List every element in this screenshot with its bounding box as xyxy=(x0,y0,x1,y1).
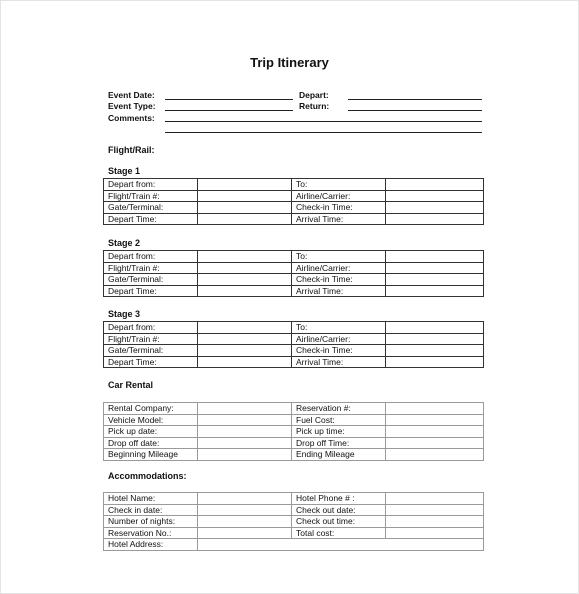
gate-terminal-input[interactable] xyxy=(198,274,292,286)
event-type-label: Event Type: xyxy=(108,101,156,111)
comments-label: Comments: xyxy=(108,113,155,123)
table-row xyxy=(104,426,484,438)
pick-up-time-input[interactable] xyxy=(386,426,484,438)
check-out-date-input[interactable] xyxy=(386,504,484,516)
page-title: Trip Itinerary xyxy=(250,55,329,70)
depart-field[interactable] xyxy=(348,99,482,100)
gate-terminal-input[interactable] xyxy=(198,345,292,357)
table-row xyxy=(104,179,484,191)
arrival-time-label: Arrival Time: xyxy=(292,356,386,368)
flight-train-label: Flight/Train #: xyxy=(104,333,198,345)
table-row xyxy=(104,251,484,263)
check-in-date-input[interactable] xyxy=(198,504,292,516)
arrival-time-label: Arrival Time: xyxy=(292,213,386,225)
drop-off-time-input[interactable] xyxy=(386,437,484,449)
car-rental-heading: Car Rental xyxy=(108,380,154,390)
beginning-mileage-label: Beginning Mileage xyxy=(104,449,198,461)
table-row xyxy=(104,539,484,551)
return-label: Return: xyxy=(299,101,330,111)
table-row xyxy=(104,403,484,415)
check-out-time-label: Check out time: xyxy=(292,516,386,528)
table-row xyxy=(104,493,484,505)
number-of-nights-label: Number of nights: xyxy=(104,516,198,528)
rental-company-label: Rental Company: xyxy=(104,403,198,415)
stage-1-label: Stage 1 xyxy=(108,166,141,176)
depart-from-label: Depart from: xyxy=(104,251,198,263)
check-in-time-input[interactable] xyxy=(386,345,484,357)
fuel-cost-input[interactable] xyxy=(386,414,484,426)
comments-field-line-1[interactable] xyxy=(165,121,482,122)
gate-terminal-label: Gate/Terminal: xyxy=(104,345,198,357)
flight-train-input[interactable] xyxy=(198,333,292,345)
check-in-time-label: Check-in Time: xyxy=(292,202,386,214)
check-in-time-label: Check-in Time: xyxy=(292,274,386,286)
depart-time-label: Depart Time: xyxy=(104,213,198,225)
comments-field-line-2[interactable] xyxy=(165,132,482,133)
accommodations-table xyxy=(103,492,484,551)
total-cost-input[interactable] xyxy=(386,527,484,539)
table-row xyxy=(104,345,484,357)
table-row xyxy=(104,190,484,202)
drop-off-date-label: Drop off date: xyxy=(104,437,198,449)
vehicle-model-label: Vehicle Model: xyxy=(104,414,198,426)
table-row xyxy=(104,333,484,345)
table-row xyxy=(104,274,484,286)
table-row xyxy=(104,437,484,449)
stage-1-table xyxy=(103,178,484,225)
table-row xyxy=(104,449,484,461)
table-row xyxy=(104,322,484,334)
table-row xyxy=(104,213,484,225)
flight-train-label: Flight/Train #: xyxy=(104,190,198,202)
arrival-time-input[interactable] xyxy=(386,213,484,225)
airline-carrier-input[interactable] xyxy=(386,262,484,274)
gate-terminal-label: Gate/Terminal: xyxy=(104,202,198,214)
car-rental-table xyxy=(103,402,484,461)
depart-time-input[interactable] xyxy=(198,285,292,297)
rental-company-input[interactable] xyxy=(198,403,292,415)
pick-up-date-label: Pick up date: xyxy=(104,426,198,438)
to-input[interactable] xyxy=(386,179,484,191)
to-label: To: xyxy=(292,179,386,191)
event-type-field[interactable] xyxy=(165,110,293,111)
event-date-label: Event Date: xyxy=(108,90,155,100)
arrival-time-label: Arrival Time: xyxy=(292,285,386,297)
airline-carrier-label: Airline/Carrier: xyxy=(292,333,386,345)
depart-from-input[interactable] xyxy=(198,251,292,263)
table-row xyxy=(104,504,484,516)
total-cost-label: Total cost: xyxy=(292,527,386,539)
reservation-number-label: Reservation #: xyxy=(292,403,386,415)
airline-carrier-label: Airline/Carrier: xyxy=(292,262,386,274)
airline-carrier-input[interactable] xyxy=(386,333,484,345)
ending-mileage-input[interactable] xyxy=(386,449,484,461)
table-row xyxy=(104,285,484,297)
table-row xyxy=(104,527,484,539)
flight-train-label: Flight/Train #: xyxy=(104,262,198,274)
flight-train-input[interactable] xyxy=(198,262,292,274)
check-in-time-input[interactable] xyxy=(386,202,484,214)
stage-3-table xyxy=(103,321,484,368)
hotel-phone-label: Hotel Phone # : xyxy=(292,493,386,505)
to-input[interactable] xyxy=(386,322,484,334)
table-row xyxy=(104,516,484,528)
accommodations-heading: Accommodations: xyxy=(108,471,187,481)
pick-up-date-input[interactable] xyxy=(198,426,292,438)
depart-from-input[interactable] xyxy=(198,322,292,334)
number-of-nights-input[interactable] xyxy=(198,516,292,528)
depart-from-label: Depart from: xyxy=(104,322,198,334)
hotel-name-label: Hotel Name: xyxy=(104,493,198,505)
return-field[interactable] xyxy=(348,110,482,111)
airline-carrier-label: Airline/Carrier: xyxy=(292,190,386,202)
check-in-time-input[interactable] xyxy=(386,274,484,286)
gate-terminal-input[interactable] xyxy=(198,202,292,214)
pick-up-time-label: Pick up time: xyxy=(292,426,386,438)
airline-carrier-input[interactable] xyxy=(386,190,484,202)
ending-mileage-label: Ending Mileage xyxy=(292,449,386,461)
depart-time-label: Depart Time: xyxy=(104,285,198,297)
reservation-number-input[interactable] xyxy=(386,403,484,415)
beginning-mileage-input[interactable] xyxy=(198,449,292,461)
stage-3-label: Stage 3 xyxy=(108,309,141,319)
depart-label: Depart: xyxy=(299,90,329,100)
hotel-phone-input[interactable] xyxy=(386,493,484,505)
depart-from-input[interactable] xyxy=(198,179,292,191)
reservation-no-input[interactable] xyxy=(198,527,292,539)
stage-2-label: Stage 2 xyxy=(108,238,141,248)
check-out-date-label: Check out date: xyxy=(292,504,386,516)
arrival-time-input[interactable] xyxy=(386,285,484,297)
reservation-no-label: Reservation No.: xyxy=(104,527,198,539)
to-input[interactable] xyxy=(386,251,484,263)
gate-terminal-label: Gate/Terminal: xyxy=(104,274,198,286)
check-out-time-input[interactable] xyxy=(386,516,484,528)
flight-train-input[interactable] xyxy=(198,190,292,202)
to-label: To: xyxy=(292,322,386,334)
flight-rail-heading: Flight/Rail: xyxy=(108,145,155,155)
table-row xyxy=(104,202,484,214)
vehicle-model-input[interactable] xyxy=(198,414,292,426)
depart-time-input[interactable] xyxy=(198,356,292,368)
check-in-date-label: Check in date: xyxy=(104,504,198,516)
depart-time-input[interactable] xyxy=(198,213,292,225)
fuel-cost-label: Fuel Cost: xyxy=(292,414,386,426)
table-row xyxy=(104,414,484,426)
event-date-field[interactable] xyxy=(165,99,293,100)
stage-2-table xyxy=(103,250,484,297)
check-in-time-label: Check-in Time: xyxy=(292,345,386,357)
table-row xyxy=(104,262,484,274)
hotel-address-label: Hotel Address: xyxy=(104,539,198,551)
arrival-time-input[interactable] xyxy=(386,356,484,368)
table-row xyxy=(104,356,484,368)
to-label: To: xyxy=(292,251,386,263)
drop-off-time-label: Drop off Time: xyxy=(292,437,386,449)
depart-time-label: Depart Time: xyxy=(104,356,198,368)
hotel-name-input[interactable] xyxy=(198,493,292,505)
hotel-address-input[interactable] xyxy=(198,539,484,551)
drop-off-date-input[interactable] xyxy=(198,437,292,449)
depart-from-label: Depart from: xyxy=(104,179,198,191)
